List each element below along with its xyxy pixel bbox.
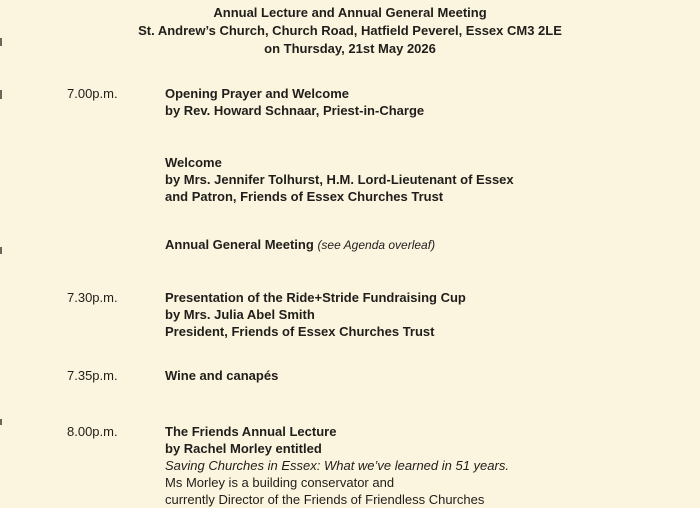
- entry-line: Ms Morley is a building conservator and: [165, 475, 395, 490]
- scan-artifact: [0, 90, 2, 99]
- entry-time: 8.00p.m.: [67, 424, 118, 439]
- entry-line: by Rachel Morley entitled: [165, 441, 322, 456]
- entry-line-clipped: currently Director of the Friends of Friendless Churches: [165, 492, 485, 507]
- entry-content: [165, 367, 660, 384]
- entry-time: 7.30p.m.: [67, 290, 118, 305]
- scan-artifact: [0, 247, 2, 254]
- entry-line: and Patron, Friends of Essex Churches Trust: [165, 189, 444, 204]
- event-date: on Thursday, 21st May 2026: [264, 41, 436, 56]
- entry-line: Presentation of the Ride+Stride Fundraising Cup: [165, 290, 466, 305]
- entry-line: by Mrs. Julia Abel Smith: [165, 307, 315, 322]
- entry-line: Opening Prayer and Welcome: [165, 86, 349, 101]
- entry-line: by Rev. Howard Schnaar, Priest-in-Charge: [165, 103, 425, 118]
- agm-note: (see Agenda overleaf): [317, 238, 436, 252]
- entry-time: 7.00p.m.: [67, 86, 118, 101]
- entry-time: 7.35p.m.: [67, 368, 118, 383]
- lecture-title-line: Saving Churches in Essex: What we’ve learned in 51 years.: [165, 458, 509, 473]
- entry-content: [165, 423, 660, 508]
- entry-content: [165, 236, 660, 254]
- entry-line: by Mrs. Jennifer Tolhurst, H.M. Lord-Lieutenant of Essex: [165, 172, 514, 187]
- entry-line: Wine and canapés: [165, 368, 279, 383]
- entry-line: President, Friends of Essex Churches Trust: [165, 324, 435, 339]
- programme-header: [0, 4, 700, 58]
- scan-artifact: [0, 419, 2, 425]
- entry-line: Welcome: [165, 155, 222, 170]
- scan-artifact: [0, 38, 2, 46]
- entry-line: [165, 236, 660, 254]
- entry-content: [165, 154, 660, 205]
- event-location: St. Andrew’s Church, Church Road, Hatfield Peverel, Essex CM3 2LE: [138, 23, 562, 38]
- agm-title: Annual General Meeting: [165, 237, 314, 252]
- entry-content: [165, 85, 660, 119]
- entry-content: [165, 289, 660, 340]
- entry-line: The Friends Annual Lecture: [165, 424, 337, 439]
- event-title: Annual Lecture and Annual General Meeting: [213, 5, 487, 20]
